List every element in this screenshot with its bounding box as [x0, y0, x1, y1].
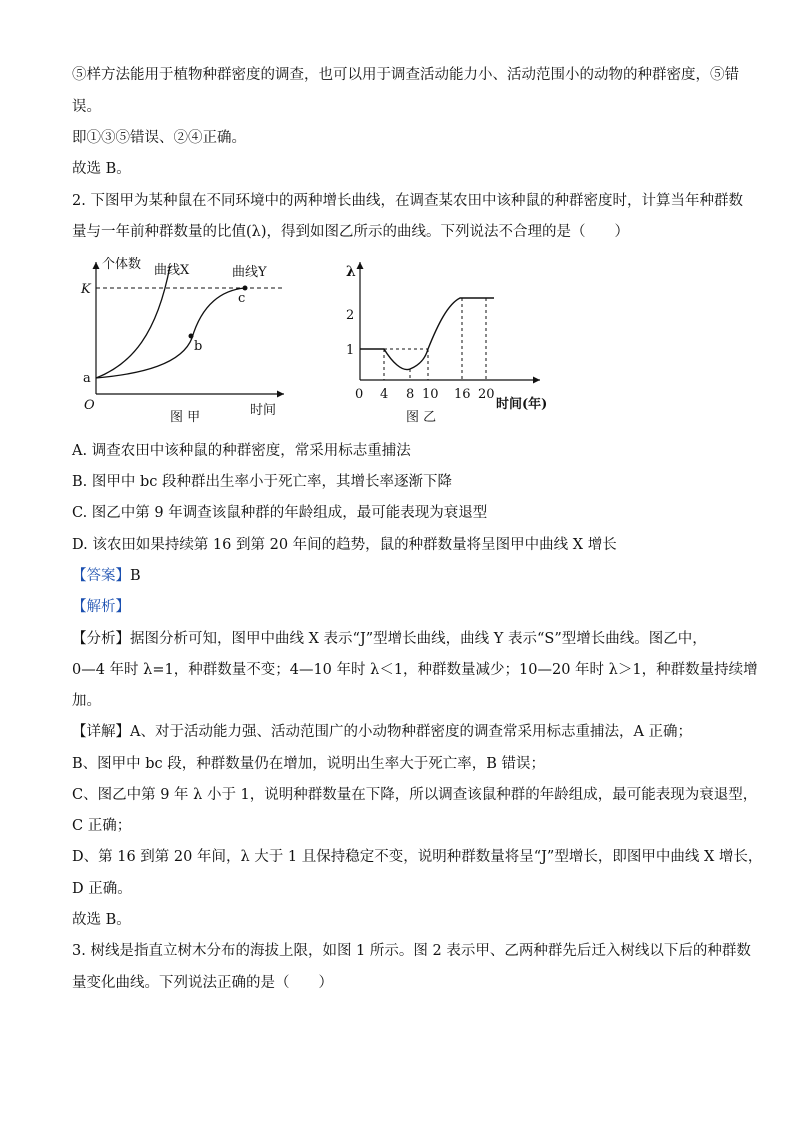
text-line: 误。	[72, 99, 101, 115]
question-2-stem: 2. 下图甲为某种鼠在不同环境中的两种增长曲线，在调查某农田中该种鼠的种群密度时，计算当年种群数	[72, 193, 743, 209]
text-line: C 正确；	[72, 818, 132, 834]
text-line: 加。	[72, 693, 101, 709]
point-c	[243, 286, 248, 291]
fenxi-tag: 【分析】	[72, 631, 130, 647]
option-d: D. 该农田如果持续第 16 到第 20 年间的趋势，鼠的种群数量将呈图甲中曲线 X 增长	[72, 537, 617, 553]
y-axis-label: λ	[346, 264, 356, 280]
text-line: D、第 16 到第 20 年间，λ 大于 1 且保持稳定不变，说明种群数量将呈“J”型增长，即图甲中曲线 X 增长，	[72, 849, 763, 865]
x-tick-8: 8	[406, 387, 415, 402]
point-b-label: b	[194, 339, 203, 354]
option-b: B. 图甲中 bc 段种群出生率小于死亡率，其增长率逐渐下降	[72, 474, 452, 490]
option-c: C. 图乙中第 9 年调查该鼠种群的年龄组成，最可能表现为衰退型	[72, 505, 488, 521]
x-axis-label: 时间	[250, 403, 277, 418]
x-tick-0: 0	[355, 387, 364, 402]
question-3-stem: 量变化曲线。下列说法正确的是（ ）	[72, 975, 333, 991]
text-line: C、图乙中第 9 年 λ 小于 1，说明种群数量在下降，所以调查该鼠种群的年龄组成，最可能表现为衰退型，	[72, 787, 758, 803]
curve-y	[96, 288, 245, 378]
text-line: 故选 B。	[72, 912, 131, 928]
figure-caption: 图 乙	[406, 410, 437, 424]
y-tick-2: 2	[346, 308, 355, 323]
point-c-label: c	[238, 291, 246, 306]
figure-yi	[330, 254, 560, 424]
y-tick-1: 1	[346, 343, 355, 358]
x-tick-4: 4	[380, 387, 389, 402]
x-axis-label: 时间(年)	[496, 397, 548, 412]
text-line: B、图甲中 bc 段，种群数量仍在增加，说明出生率大于死亡率，B 错误；	[72, 756, 546, 772]
text-line: 故选 B。	[72, 161, 131, 177]
answer-line	[72, 567, 141, 585]
lambda-curve	[360, 298, 494, 370]
x-tick-16: 16	[454, 387, 471, 402]
figure-caption: 图 甲	[170, 410, 201, 424]
curve-y-label: 曲线Y	[232, 265, 267, 280]
xiangjie-text: A、对于活动能力强、活动范围广的小动物种群密度的调查常采用标志重捕法，A 正确；	[130, 724, 693, 740]
curve-x	[96, 266, 170, 378]
question-3-stem: 3. 树线是指直立树木分布的海拔上限，如图 1 所示。图 2 表示甲、乙两种群先后迁入树线以下后的种群数	[72, 943, 751, 959]
x-tick-10: 10	[422, 387, 439, 402]
answer-tag: 【答案】	[72, 568, 130, 584]
x-tick-20: 20	[478, 387, 495, 402]
text-line: 0—4 年时 λ=1，种群数量不变；4—10 年时 λ＜1，种群数量减少；10—20 年时 λ＞1，种群数量持续增	[72, 662, 758, 678]
point-b	[189, 334, 194, 339]
figure-jia	[72, 254, 292, 424]
origin-label: O	[84, 398, 95, 413]
option-a: A. 调查农田中该种鼠的种群密度，常采用标志重捕法	[72, 443, 411, 459]
answer-value: B	[130, 568, 141, 584]
k-label: K	[81, 282, 91, 297]
xiangjie-line	[72, 723, 692, 741]
analysis-line	[72, 598, 130, 616]
point-a-label: a	[83, 371, 91, 386]
question-2-stem: 量与一年前种群数量的比值(λ)，得到如图乙所示的曲线。下列说法不合理的是（ ）	[72, 224, 630, 240]
fenxi-text: 据图分析可知，图甲中曲线 X 表示“J”型增长曲线，曲线 Y 表示“S”型增长曲线。图乙中，	[130, 631, 707, 647]
curve-x-label: 曲线X	[154, 263, 190, 278]
analysis-tag: 【解析】	[72, 599, 130, 615]
text-line: D 正确。	[72, 881, 132, 897]
text-line: 即①③⑤错误、②④正确。	[72, 130, 246, 146]
y-axis-label: 个体数	[102, 257, 142, 272]
xiangjie-tag: 【详解】	[72, 724, 130, 740]
fenxi-line	[72, 630, 707, 648]
text-line: ⑤样方法能用于植物种群密度的调查，也可以用于调查活动能力小、活动范围小的动物的种群密度，⑤错	[72, 67, 739, 83]
